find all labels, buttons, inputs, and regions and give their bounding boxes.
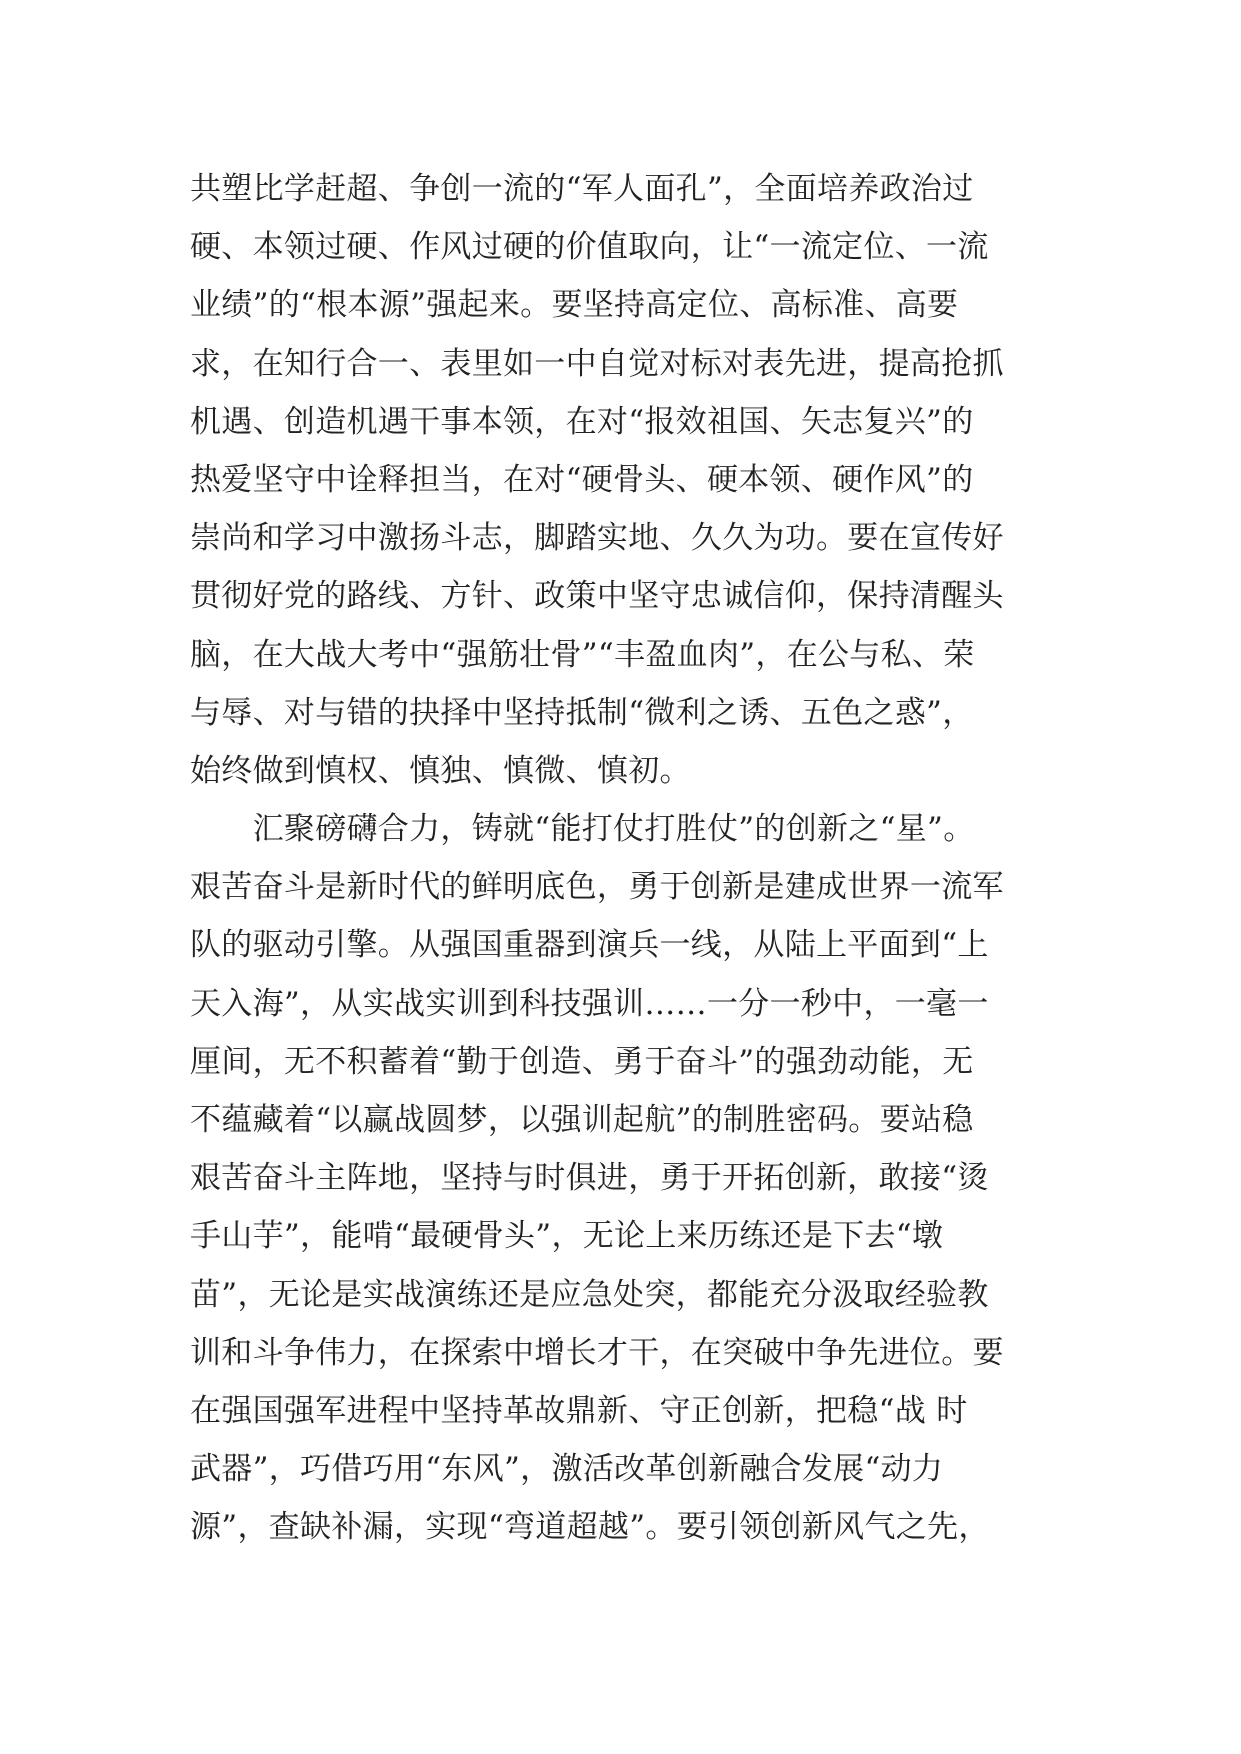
text-line: 天入海”，从实战实训到科技强训……一分一秒中，一毫一 <box>190 985 989 1022</box>
text-line: 热爱坚守中诠释担当，在对“硬骨头、硬本领、硬作风”的 <box>190 461 974 498</box>
text-line: 艰苦奋斗是新时代的鲜明底色，勇于创新是建成世界一流军 <box>190 869 1004 906</box>
text-line: 训和斗争伟力，在探索中增长才干，在突破中争先进位。要 <box>190 1334 1004 1371</box>
text-line: 不蕴藏着“以赢战圆梦，以强训起航”的制胜密码。要站稳 <box>190 1102 974 1138</box>
body-text <box>190 160 1070 1557</box>
text-line: 队的驱动引擎。从强国重器到演兵一线，从陆上平面到“上 <box>190 927 989 964</box>
text-line: 苗”，无论是实战演练还是应急处突，都能充分汲取经验教 <box>190 1276 989 1313</box>
text-line: 艰苦奋斗主阵地，坚持与时俱进，勇于开拓创新，敢接“烫 <box>190 1160 989 1197</box>
text-line: 求，在知行合一、表里如一中自觉对标对表先进，提高抢抓 <box>190 345 1004 382</box>
text-line: 汇聚磅礴合力，铸就“能打仗打胜仗”的创新之“星”。 <box>190 811 975 848</box>
text-line: 业绩”的“根本源”强起来。要坚持高定位、高标准、高要 <box>190 287 959 324</box>
text-line: 与辱、对与错的抉择中坚持抵制“微利之诱、五色之惑”， <box>190 694 974 731</box>
text-line: 机遇、创造机遇干事本领，在对“报效祖国、矢志复兴”的 <box>190 403 974 440</box>
text-line: 源”，查缺补漏，实现“弯道超越”。要引领创新风气之先， <box>190 1509 990 1546</box>
text-line: 崇尚和学习中激扬斗志，脚踏实地、久久为功。要在宣传好 <box>190 520 1004 557</box>
text-line: 始终做到慎权、慎独、慎微、慎初。 <box>190 752 691 789</box>
text-line: 武器”，巧借巧用“东风”，激活改革创新融合发展“动力 <box>190 1451 944 1488</box>
text-line: 贯彻好党的路线、方针、政策中坚守忠诚信仰，保持清醒头 <box>190 578 1004 615</box>
text-line: 手山芋”，能啃“最硬骨头”，无论上来历练还是下去“墩 <box>190 1218 944 1255</box>
text-line: 脑，在大战大考中“强筋壮骨”“丰盈血肉”，在公与私、荣 <box>190 636 975 673</box>
text-line: 硬、本领过硬、作风过硬的价值取向，让“一流定位、一流 <box>190 229 989 266</box>
text-line: 厘间，无不积蓄着“勤于创造、勇于奋斗”的强劲动能，无 <box>190 1043 974 1080</box>
text-line: 在强国强军进程中坚持革故鼎新、守正创新，把稳“战 时 <box>190 1392 968 1429</box>
text-line: 共塑比学赶超、争创一流的“军人面孔”，全面培养政治过 <box>190 171 974 207</box>
